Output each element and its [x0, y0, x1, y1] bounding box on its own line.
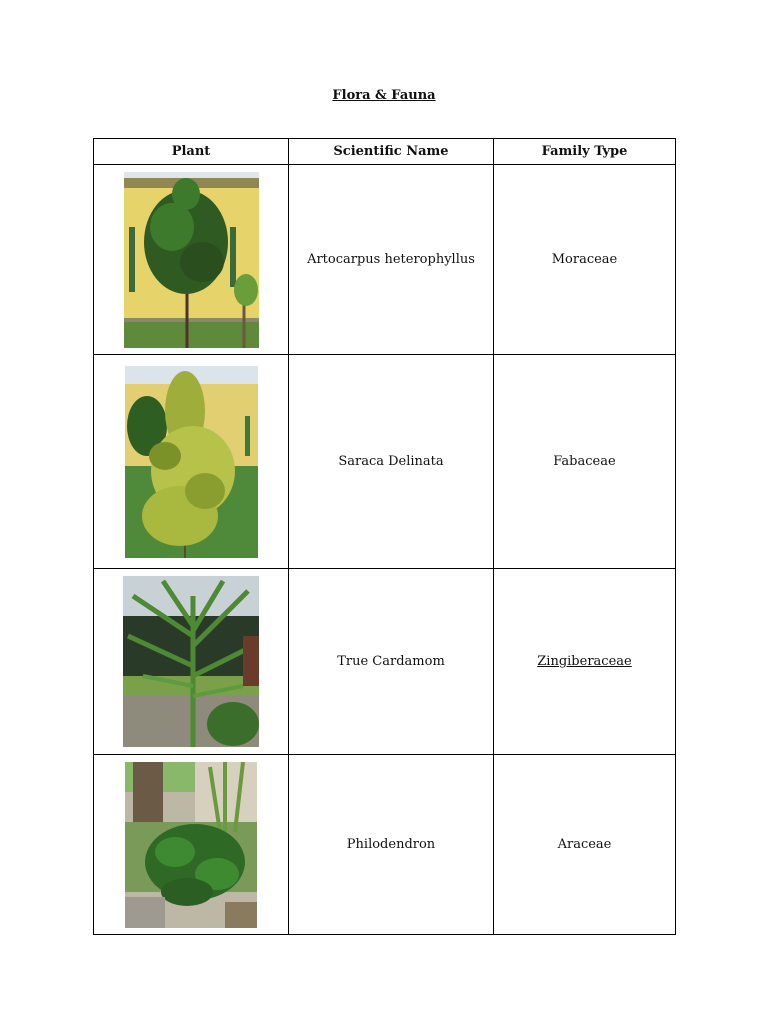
table-row	[94, 355, 676, 569]
jackfruit-tree-photo	[124, 172, 259, 348]
family-type-cell: Moraceae	[494, 165, 676, 355]
flora-table	[93, 138, 676, 935]
scientific-name-cell: True Cardamom	[289, 569, 494, 755]
saraca-tree-photo	[125, 366, 258, 558]
table-row	[94, 165, 676, 355]
plant-cell	[94, 755, 289, 935]
column-header-plant: Plant	[94, 139, 289, 165]
table-row	[94, 569, 676, 755]
family-name-link[interactable]: Zingiberaceae	[537, 654, 632, 669]
family-type-cell: Fabaceae	[494, 355, 676, 569]
plant-cell	[94, 569, 289, 755]
column-header-scientific-name: Scientific Name	[289, 139, 494, 165]
table-row	[94, 755, 676, 935]
page-title: Flora & Fauna	[332, 88, 436, 103]
family-type-cell: Araceae	[494, 755, 676, 935]
column-header-family-type: Family Type	[494, 139, 676, 165]
scientific-name-cell: Philodendron	[289, 755, 494, 935]
plant-cell	[94, 355, 289, 569]
table-header-row	[94, 139, 676, 165]
scientific-name-cell: Artocarpus heterophyllus	[289, 165, 494, 355]
scientific-name-cell: Saraca Delinata	[289, 355, 494, 569]
philodendron-plant-photo	[125, 762, 257, 928]
family-type-cell	[494, 569, 676, 755]
plant-cell	[94, 165, 289, 355]
cardamom-plant-photo	[123, 576, 259, 747]
